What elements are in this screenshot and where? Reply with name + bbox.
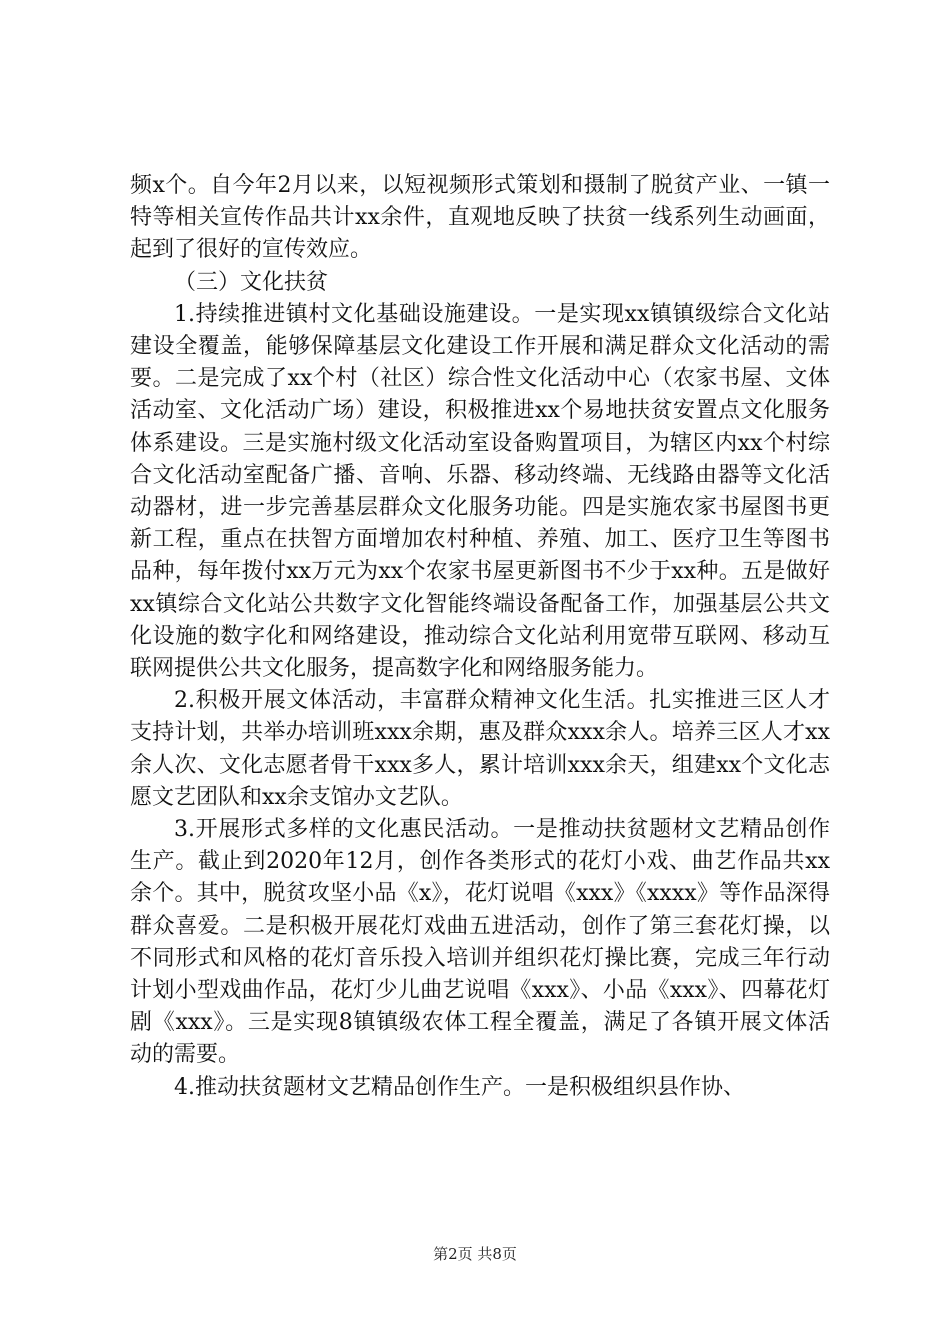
paragraph-item-1: 1.持续推进镇村文化基础设施建设。一是实现xx镇镇级综合文化站建设全覆盖，能够保障基层文化建设工作开展和满足群众文化活动的需要。二是完成了xx个村（社区）综合性文化活动中心（农家书屋、文体活动室、文化活动广场）建设，积极推进xx个易地扶贫安置点文化服务体系建设。三是实施村级文化活动室设备购置项目，为辖区内xx个村综合文化活动室配备广播、音响、乐器、移动终端、无线路由器等文化活动器材，进一步完善基层群众文化服务功能。四是实施农家书屋图书更新工程，重点在扶智方面增加农村种植、养殖、加工、医疗卫生等图书品种，每年拨付xx万元为xx个农家书屋更新图书不少于xx种。五是做好xx镇综合文化站公共数字文化智能终端设备配备工作，加强基层公共文化设施的数字化和网络建设，推动综合文化站利用宽带互联网、移动互联网提供公共文化服务，提高数字化和网络服务能力。 xyxy=(130,301,830,682)
document-body xyxy=(130,170,830,1104)
paragraph-continuation: 频x个。自今年2月以来，以短视频形式策划和摄制了脱贫产业、一镇一特等相关宣传作品共计xx余件，直观地反映了扶贫一线系列生动画面，起到了很好的宣传效应。 xyxy=(130,173,830,263)
page-footer-page-number: 第2页 共8页 xyxy=(433,1245,517,1263)
paragraph-item-2: 2.积极开展文体活动，丰富群众精神文化生活。扎实推进三区人才支持计划，共举办培训班xxx余期，惠及群众xxx余人。培养三区人才xx余人次、文化志愿者骨干xxx多人，累计培训xxx余天，组建xx个文化志愿文艺团队和xx余支馆办文艺队。 xyxy=(130,688,830,810)
section-heading-cultural-poverty-alleviation: （三）文化扶贫 xyxy=(174,269,329,295)
paragraph-item-3: 3.开展形式多样的文化惠民活动。一是推动扶贫题材文艺精品创作生产。截止到2020年12月，创作各类形式的花灯小戏、曲艺作品共xx余个。其中，脱贫攻坚小品《x》，花灯说唱《xxx》《xxxx》等作品深得群众喜爱。二是积极开展花灯戏曲五进活动，创作了第三套花灯操，以不同形式和风格的花灯音乐投入培训并组织花灯操比赛，完成三年行动计划小型戏曲作品，花灯少儿曲艺说唱《xxx》、小品《xxx》、四幕花灯剧《xxx》。三是实现8镇镇级农体工程全覆盖，满足了各镇开展文体活动的需要。 xyxy=(130,817,830,1068)
paragraph-item-4: 4.推动扶贫题材文艺精品创作生产。一是积极组织县作协、 xyxy=(174,1074,745,1100)
